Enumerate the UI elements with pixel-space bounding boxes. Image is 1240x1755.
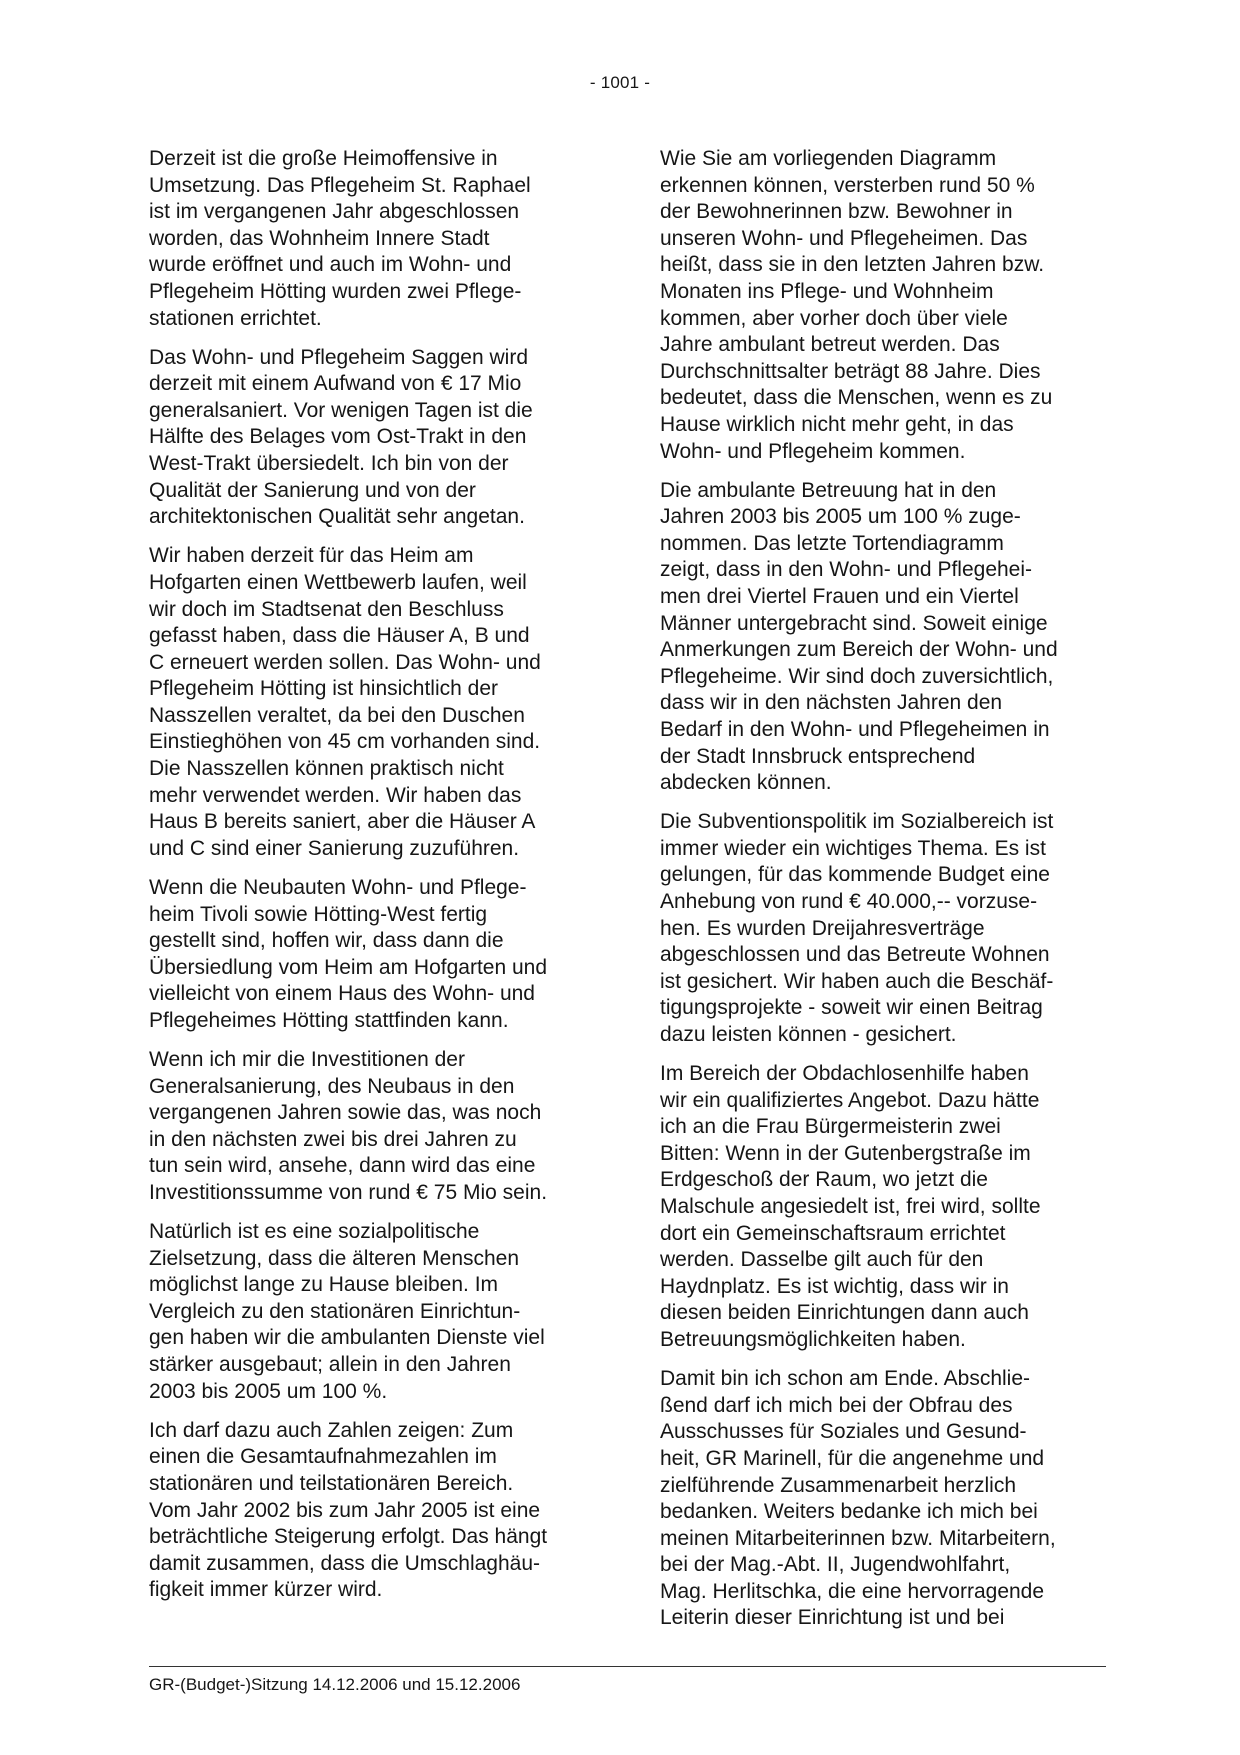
- paragraph: Wenn ich mir die Investitionen der Generalsanierung, des Neubaus in den vergangenen Jahren sowie das, was noch in den nächsten zwei bis drei Jahren zu tun sein wird, ansehe, dann wird das eine Investitionssumme von rund € 75 Mio sein.: [149, 1048, 548, 1204]
- paragraph: Ich darf dazu auch Zahlen zeigen: Zum einen die Gesamtaufnahmezahlen im stationären und teilstationären Bereich. Vom Jahr 2002 bis zum Jahr 2005 ist eine beträchtliche Steigerung erfolgt. Das hängt damit zusammen, dass die Umschlaghäu- figkeit immer kürzer wird.: [149, 1418, 548, 1602]
- paragraph: Die ambulante Betreuung hat in den Jahren 2003 bis 2005 um 100 % zuge- nommen. Das letzte Tortendiagramm zeigt, dass in den Wohn- und Pflegehei- men drei Viertel Frauen und ein Viertel Männer untergebracht sind. Soweit einige Anmerkungen zum Bereich der Wohn- und Pflegeheime. Wir sind doch zuversichtlich, dass wir in den nächsten Jahren den Bedarf in den Wohn- und Pflegeheimen in der Stadt Innsbruck entsprechend abdecken können.: [660, 478, 1058, 795]
- footer-text: GR-(Budget-)Sitzung 14.12.2006 und 15.12.2006: [149, 1675, 521, 1694]
- paragraph: Damit bin ich schon am Ende. Abschlie- ßend darf ich mich bei der Obfrau des Ausschusses für Soziales und Gesund- heit, GR Marinell, für die angenehme und zielführende Zusammenarbeit herzlich bedanken. Weiters bedanke ich mich bei meinen Mitarbeiterinnen bzw. Mitarbeitern, bei der Mag.-Abt. II, Jugendwohlfahrt, Mag. Herlitschka, die eine hervorragende Leiterin dieser Einrichtung ist und bei: [660, 1367, 1056, 1630]
- paragraph: Wie Sie am vorliegenden Diagramm erkennen können, versterben rund 50 % der Bewohnerinnen bzw. Bewohner in unseren Wohn- und Pflegeheimen. Das heißt, dass sie in den letzten Jahren bzw. Monaten ins Pflege- und Wohnheim kommen, aber vorher doch über viele Jahre ambulant betreut werden. Das Durchschnittsalter beträgt 88 Jahre. Dies bedeutet, dass die Menschen, wenn es zu Hause wirklich nicht mehr geht, in das Wohn- und Pflegeheim kommen.: [660, 147, 1053, 463]
- paragraph: Natürlich ist es eine sozialpolitische Zielsetzung, dass die älteren Menschen möglichst lange zu Hause bleiben. Im Vergleich zu den stationären Einrichtun- gen haben wir die ambulanten Dienste viel stärker ausgebaut; allein in den Jahren 2003 bis 2005 um 100 %.: [149, 1220, 545, 1403]
- footer-divider: [149, 1666, 1106, 1667]
- paragraph: Derzeit ist die große Heimoffensive in Umsetzung. Das Pflegeheim St. Raphael ist im vergangenen Jahr abgeschlossen worden, das Wohnheim Innere Stadt wurde eröffnet und auch im Wohn- und Pflegeheim Hötting wurden zwei Pflege- stationen errichtet.: [149, 147, 531, 330]
- paragraph: Wir haben derzeit für das Heim am Hofgarten einen Wettbewerb laufen, weil wir doch im Stadtsenat den Beschluss gefasst haben, dass die Häuser A, B und C erneuert werden sollen. Das Wohn- und Pflegeheim Hötting ist hinsichtlich der Nasszellen veraltet, da bei den Duschen Einstieghöhen von 45 cm vorhanden sind. Die Nasszellen können praktisch nicht mehr verwendet werden. Wir haben das Haus B bereits saniert, aber die Häuser A und C sind einer Sanierung zuzuführen.: [149, 544, 541, 860]
- page-number: - 1001 -: [589, 73, 651, 92]
- paragraph: Wenn die Neubauten Wohn- und Pflege- heim Tivoli sowie Hötting-West fertig gestellt sind, hoffen wir, dass dann die Übersiedlung vom Heim am Hofgarten und vielleicht von einem Haus des Wohn- und Pflegeheimes Hötting stattfinden kann.: [149, 875, 548, 1032]
- paragraph: Die Subventionspolitik im Sozialbereich ist immer wieder ein wichtiges Thema. Es ist gelungen, für das kommende Budget eine Anhebung von rund € 40.000,-- vorzuse- hen. Es wurden Dreijahresverträge abgeschlossen und das Betreute Wohnen ist gesichert. Wir haben auch die Beschäf- tigungsprojekte - soweit wir einen Beitrag dazu leisten können - gesichert.: [660, 810, 1054, 1046]
- paragraph: Im Bereich der Obdachlosenhilfe haben wir ein qualifiziertes Angebot. Dazu hätte ich an die Frau Bürgermeisterin zwei Bitten: Wenn in der Gutenbergstraße im Erdgeschoß der Raum, wo jetzt die Malschule angesiedelt ist, frei wird, sollte dort ein Gemeinschaftsraum errichtet werden. Dasselbe gilt auch für den Haydnplatz. Es ist wichtig, dass wir in diesen beiden Einrichtungen dann auch Betreuungsmöglichkeiten haben.: [660, 1062, 1041, 1352]
- paragraph: Das Wohn- und Pflegeheim Saggen wird derzeit mit einem Aufwand von € 17 Mio generalsaniert. Vor wenigen Tagen ist die Hälfte des Belages vom Ost-Trakt in den West-Trakt übersiedelt. Ich bin von der Qualität der Sanierung und von der architektonischen Qualität sehr angetan.: [149, 345, 533, 529]
- right-column: [660, 146, 1105, 1645]
- left-column: [149, 146, 589, 1616]
